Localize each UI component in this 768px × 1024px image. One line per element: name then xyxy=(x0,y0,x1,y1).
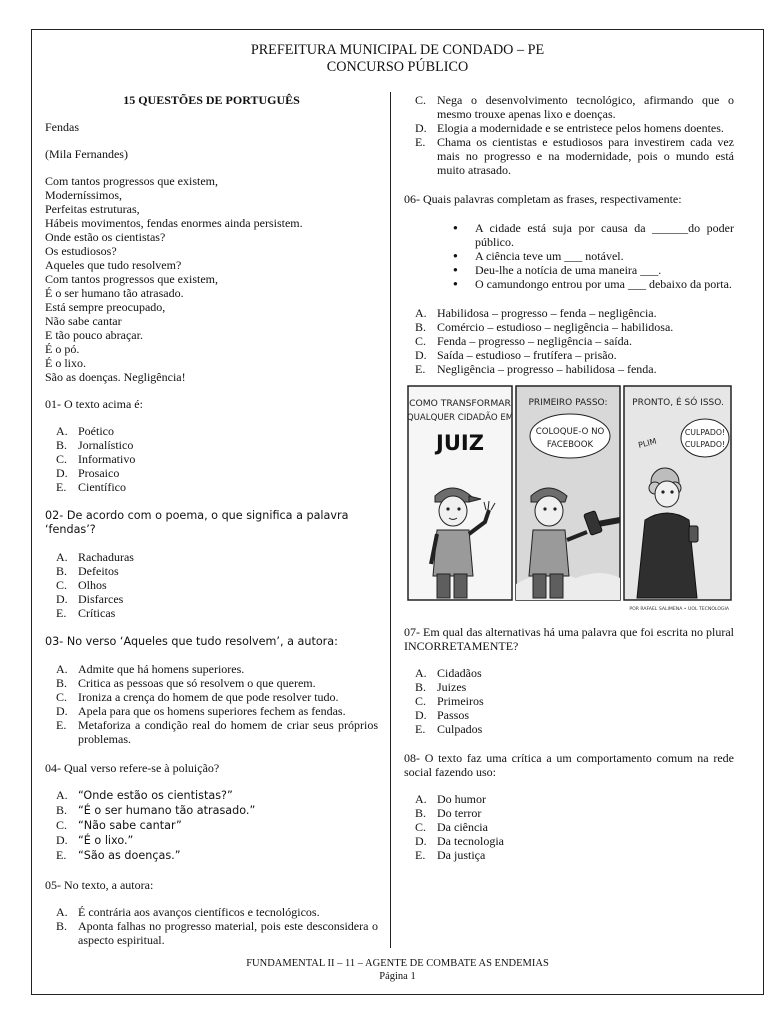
answer-option[interactable]: E. Metaforiza a condição real do homem de criar seus próprios problemas. xyxy=(56,718,378,746)
answer-option[interactable]: D. Prosaico xyxy=(56,466,120,480)
answer-option[interactable]: A. Do humor xyxy=(415,792,486,806)
answer-option[interactable]: A. Admite que há homens superiores. xyxy=(56,662,245,676)
poem-body xyxy=(45,174,378,384)
panel3-speech-line2: CULPADO! xyxy=(684,440,726,449)
panel3-speech-line1: CULPADO! xyxy=(684,428,726,437)
panel2-balloon-line2: FACEBOOK xyxy=(546,440,594,450)
comic-credit: POR RAFAEL SALIMENA • UOL TECNOLOGIA xyxy=(629,607,729,612)
question-06-sentences xyxy=(404,221,734,291)
answer-option[interactable]: A. É contrária aos avanços científicos e tecnológicos. xyxy=(56,905,320,919)
answer-option[interactable]: E. Culpados xyxy=(415,722,483,736)
header-subtitle: CONCURSO PÚBLICO xyxy=(326,59,469,75)
answer-option[interactable]: B. “É o ser humano tão atrasado.” xyxy=(56,803,256,817)
panel1-caption-line1: COMO TRANSFORMAR xyxy=(409,398,511,409)
answer-option[interactable]: A. Poético xyxy=(56,424,114,438)
answer-option[interactable]: C. Da ciência xyxy=(415,820,488,834)
answer-option[interactable]: A. Habilidosa – progresso – fenda – negligência. xyxy=(415,306,657,320)
poem-line: E tão pouco abraçar. xyxy=(45,328,143,342)
question-06: 06- Quais palavras completam as frases, respectivamente: xyxy=(404,192,682,206)
answer-option[interactable]: B. Do terror xyxy=(415,806,482,820)
answer-option[interactable]: E. Científico xyxy=(56,480,126,494)
answer-option[interactable]: D. “É o lixo.” xyxy=(56,833,134,847)
header-title: PREFEITURA MUNICIPAL DE CONDADO – PE xyxy=(250,42,545,58)
answer-option[interactable]: E. Críticas xyxy=(56,606,116,620)
question-08-options xyxy=(404,792,734,862)
right-column xyxy=(404,93,734,862)
comic-panel-1 xyxy=(407,386,513,600)
panel3-title: PRONTO, É SÓ ISSO. xyxy=(632,398,724,408)
answer-option[interactable]: D. Apela para que os homens superiores fechem as fendas. xyxy=(56,704,346,718)
section-title: 15 QUESTÕES DE PORTUGUÊS xyxy=(123,93,300,107)
question-05: 05- No texto, a autora: xyxy=(45,878,154,892)
answer-option[interactable]: D. Elogia a modernidade e se entristece pelos homens doentes. xyxy=(415,121,724,135)
bullet-sentence: ● A ciência teve um ___ notável. xyxy=(453,249,734,263)
poem-line: Os estudiosos? xyxy=(45,244,117,258)
answer-option[interactable]: B. Defeitos xyxy=(56,564,119,578)
poem-line: São as doenças. Negligência! xyxy=(45,370,186,384)
poem-line: Perfeitas estruturas, xyxy=(45,202,140,216)
answer-option[interactable]: C. Nega o desenvolvimento tecnológico, afirmando que o mesmo trouxe apenas lixo e doenças. xyxy=(415,93,734,121)
footer-exam-info: FUNDAMENTAL II – 11 – AGENTE DE COMBATE AS ENDEMIAS xyxy=(246,958,549,969)
answer-option[interactable]: E. Negligência – progresso – habilidosa – fenda. xyxy=(415,362,657,376)
answer-option[interactable]: D. Disfarces xyxy=(56,592,124,606)
answer-option[interactable]: E. Chama os cientistas e estudiosos para investirem cada vez mais no progresso e na modernidade, pois o mundo está muito atrasado. xyxy=(415,135,734,177)
answer-option[interactable]: B. Critica as pessoas que só resolvem o que querem. xyxy=(56,676,316,690)
answer-option[interactable]: D. Saída – estudioso – frutífera – prisão. xyxy=(415,348,617,362)
question-02: 02- De acordo com o poema, o que significa a palavra ‘fendas’? xyxy=(45,509,349,536)
poem-line: Moderníssimos, xyxy=(45,188,123,202)
answer-option[interactable]: D. Da tecnologia xyxy=(415,834,504,848)
answer-option[interactable]: B. Jornalístico xyxy=(56,438,134,452)
answer-option[interactable]: C. “Não sabe cantar” xyxy=(56,818,182,832)
bullet-sentence: ● O camundongo entrou por uma ___ debaixo da porta. xyxy=(453,277,734,291)
poem-title: Fendas xyxy=(45,120,79,134)
question-04: 04- Qual verso refere-se à poluição? xyxy=(45,761,220,775)
footer-page-number: Página 1 xyxy=(379,971,416,982)
panel2-balloon-line1: COLOQUE-O NO xyxy=(535,427,605,437)
answer-option[interactable]: A. “Onde estão os cientistas?” xyxy=(56,788,233,802)
answer-option[interactable]: C. Ironiza a crença do homem de que pode resolver tudo. xyxy=(56,690,339,704)
question-01-options xyxy=(45,424,378,494)
question-07: 07- Em qual das alternativas há uma palavra que foi escrita no plural INCORRETAMENTE? xyxy=(404,625,734,653)
answer-option[interactable]: C. Fenda – progresso – negligência – saída. xyxy=(415,334,632,348)
panel3-plim: PLIM xyxy=(637,436,658,450)
answer-option[interactable]: A. Cidadãos xyxy=(415,666,482,680)
bullet-sentence: ● A cidade está suja por causa da ______do poder público. xyxy=(453,221,734,249)
answer-option[interactable]: C. Informativo xyxy=(56,452,136,466)
answer-option[interactable]: E. Da justiça xyxy=(415,848,486,862)
page-frame xyxy=(31,29,764,995)
question-05-options xyxy=(45,905,378,947)
answer-option[interactable]: A. Rachaduras xyxy=(56,550,134,564)
question-05-options-continued xyxy=(404,93,734,177)
answer-option[interactable]: C. Primeiros xyxy=(415,694,484,708)
answer-option[interactable]: D. Passos xyxy=(415,708,470,722)
answer-option[interactable]: C. Olhos xyxy=(56,578,107,592)
answer-option[interactable]: E. “São as doenças.” xyxy=(56,848,181,862)
poem-author: (Mila Fernandes) xyxy=(45,147,128,161)
poem-line: É o pó. xyxy=(45,342,80,356)
poem-line: Aqueles que tudo resolvem? xyxy=(45,258,182,272)
question-08: 08- O texto faz uma crítica a um comportamento comum na rede social fazendo uso: xyxy=(404,751,734,779)
poem-line: Com tantos progressos que existem, xyxy=(45,272,218,286)
question-04-options xyxy=(45,788,378,863)
poem-line: Com tantos progressos que existem, xyxy=(45,174,218,188)
speech-balloon xyxy=(681,419,729,457)
question-03: 03- No verso ‘Aqueles que tudo resolvem’, a autora: xyxy=(45,635,338,648)
poem-line: Está sempre preocupado, xyxy=(45,300,166,314)
column-divider xyxy=(390,92,391,948)
poem-line: É o lixo. xyxy=(45,356,86,370)
answer-option[interactable]: B. Aponta falhas no progresso material, pois este desconsidera o aspecto espiritual. xyxy=(56,919,378,947)
question-01: 01- O texto acima é: xyxy=(45,397,143,411)
poem-line: Hábeis movimentos, fendas enormes ainda persistem. xyxy=(45,216,303,230)
question-07-options xyxy=(404,666,734,736)
poem-line: Onde estão os cientistas? xyxy=(45,230,166,244)
poem-line: Não sabe cantar xyxy=(45,314,122,328)
question-03-options xyxy=(45,662,378,746)
comic-panel-3 xyxy=(624,386,731,612)
question-02-options xyxy=(45,550,378,620)
panel1-big-word: JUIZ xyxy=(436,431,484,455)
panel2-title: PRIMEIRO PASSO: xyxy=(528,398,608,408)
answer-option[interactable]: B. Comércio – estudioso – negligência – habilidosa. xyxy=(415,320,674,334)
comic-strip xyxy=(407,384,732,612)
answer-option[interactable]: B. Juizes xyxy=(415,680,467,694)
poem-line: É o ser humano tão atrasado. xyxy=(45,286,184,300)
comic-panel-2 xyxy=(516,386,620,600)
bullet-sentence: ● Deu-lhe a notícia de uma maneira ___. xyxy=(453,263,734,277)
question-06-options xyxy=(404,306,734,376)
panel1-caption-line2: QUALQUER CIDADÃO EM xyxy=(407,413,514,423)
left-column xyxy=(45,93,378,947)
